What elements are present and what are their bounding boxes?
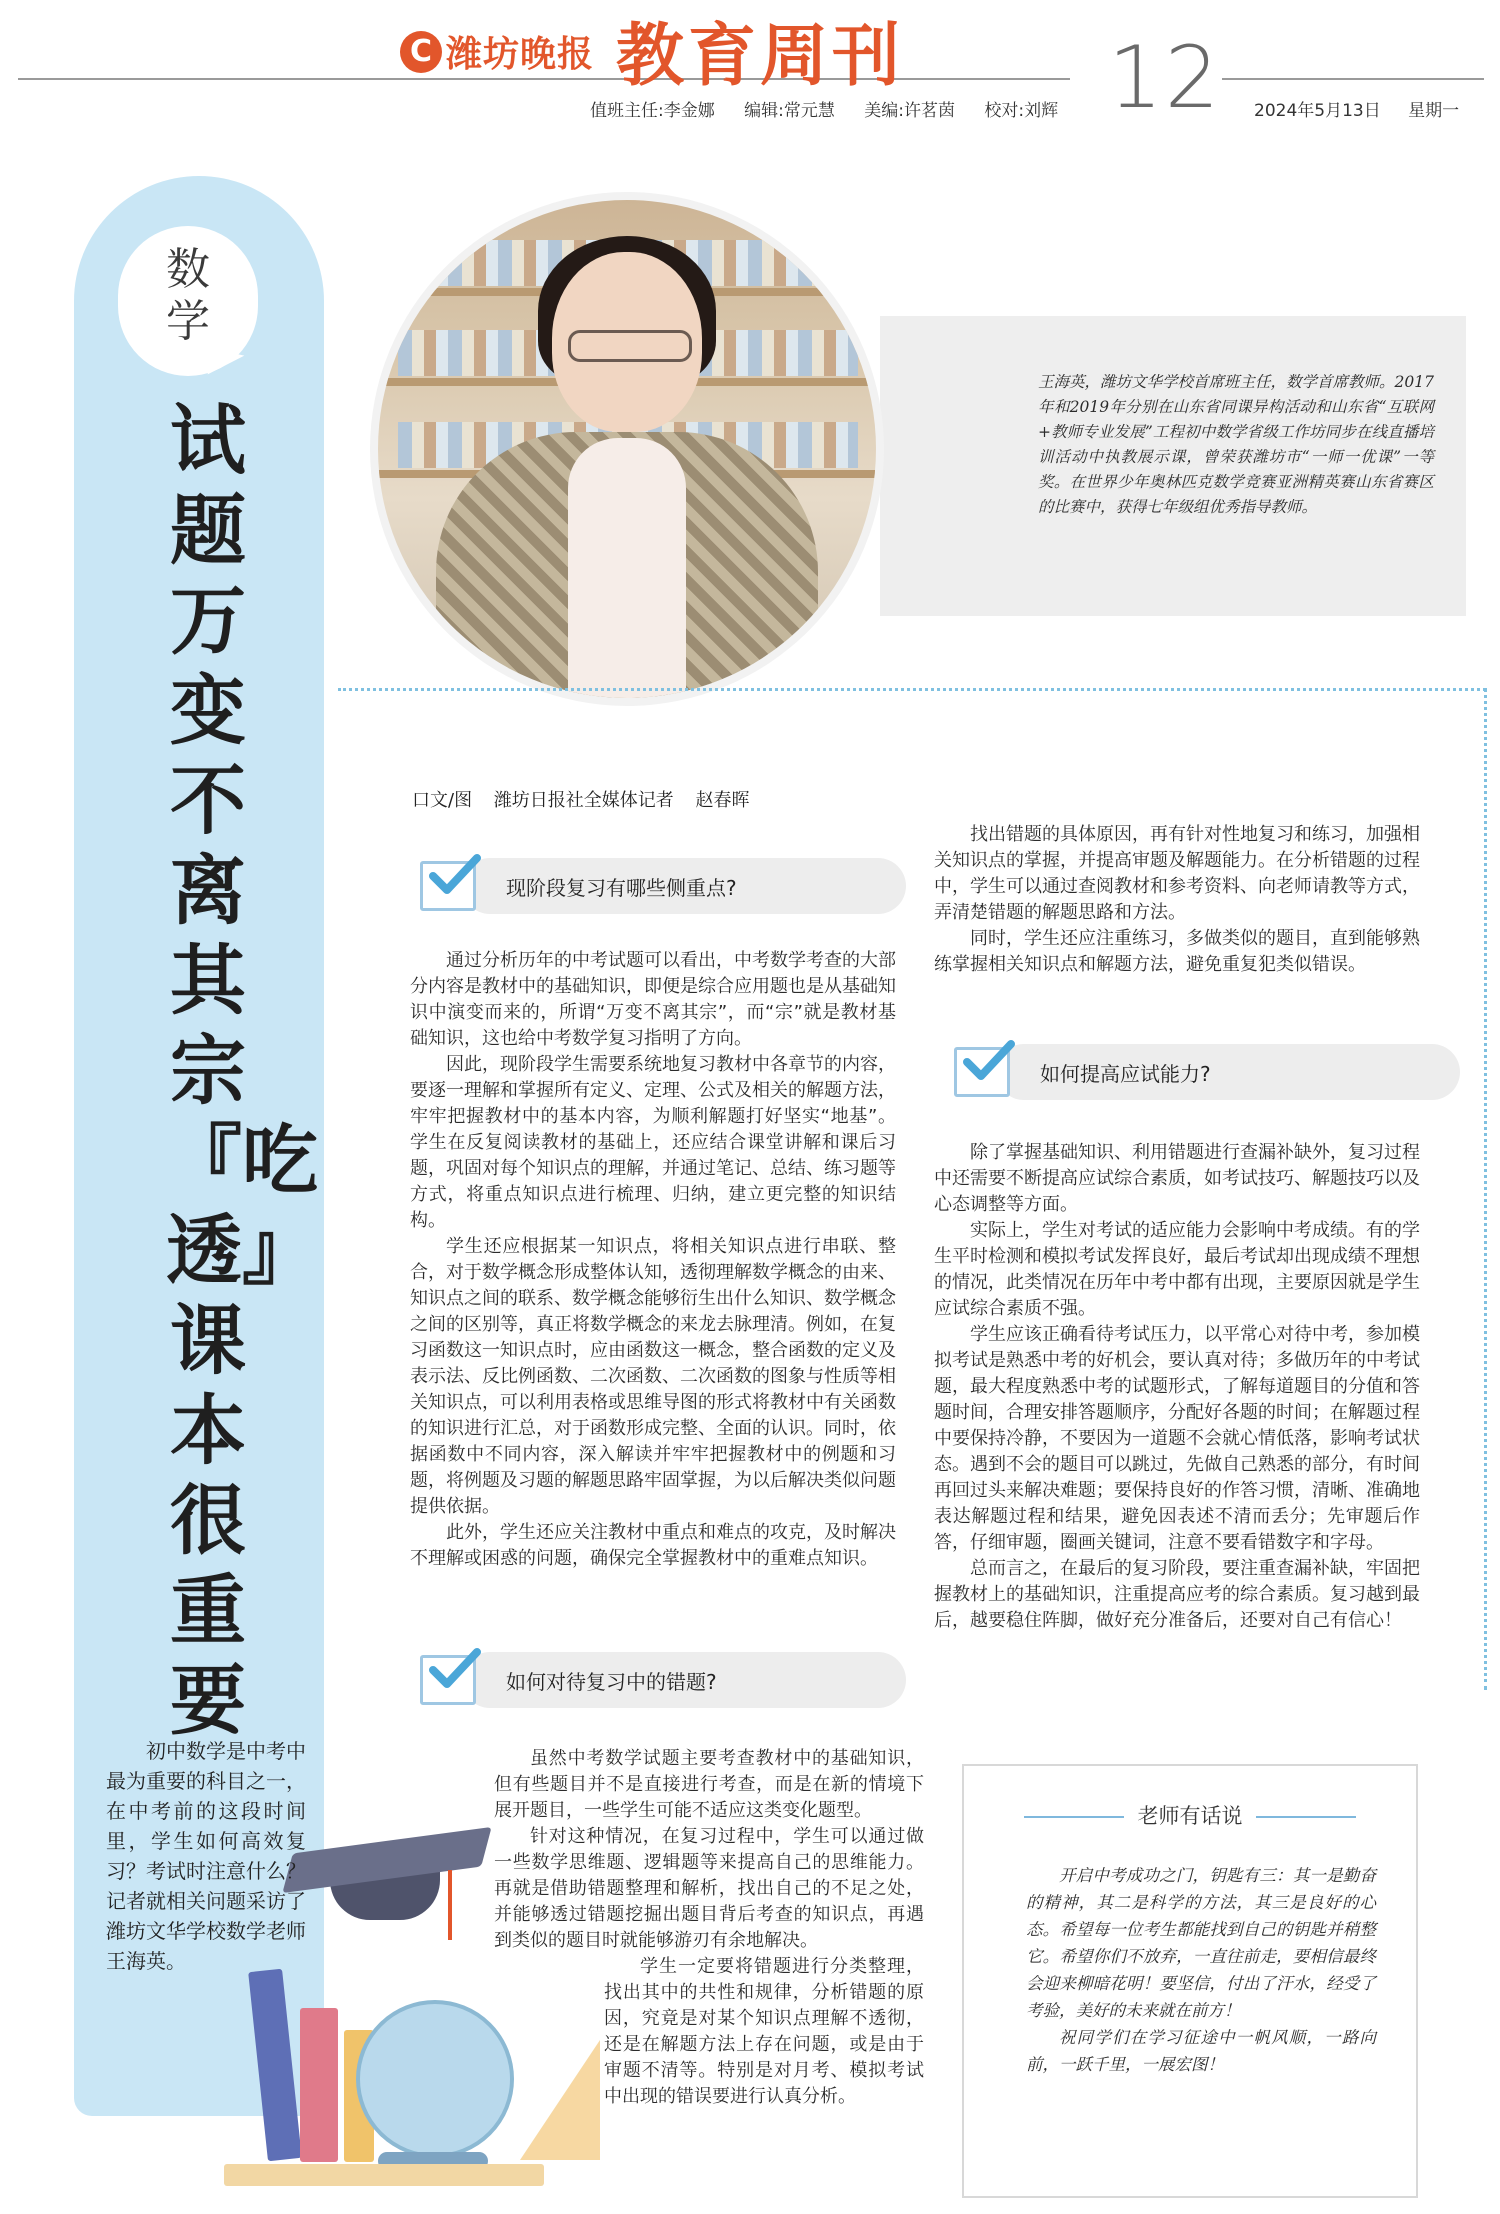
masthead-rule-left xyxy=(18,78,1070,80)
newspaper-logo xyxy=(400,26,594,77)
section-heading-pill xyxy=(462,1652,906,1708)
paragraph: 学生应该正确看待考试压力，以平常心对待中考，参加模拟考试是熟悉中考的好机会，要认真对待；多做历年的中考试题，最大程度熟悉中考的试题形式，了解每道题目的分值和答题时间，合理安排答题顺序，分配好各题的时间；在解题过程中要保持冷静，不要因为一道题不会就心情低落，影响考试状态。遇到不会的题目可以跳过，先做自己熟悉的部分，有时间再回过头来解决难题；要保持良好的作答习惯，清晰、准确地表达解题过程和结果，避免因表述不清而丢分；先审题后作答，仔细审题，圈画关键词，注意不要看错数字和字母。 xyxy=(934,1324,1420,1553)
cap-tassel xyxy=(448,1870,452,1940)
byline-label: 口文/图 xyxy=(412,790,473,811)
paragraph: 通过分析历年的中考试题可以看出，中考数学考查的大部分内容是教材中的基础知识，即便是综合应用题也是从基础知识中演变而来的，所谓“万变不离其宗”，而“宗”就是教材基础知识，这也给中考数学复习指明了方向。 xyxy=(410,950,896,1049)
staff-proofreader: 校对:刘辉 xyxy=(984,101,1059,121)
logo-text: 潍坊晚报 xyxy=(446,33,595,75)
paragraph: 实际上，学生对考试的适应能力会影响中考成绩。有的学生平时检测和模拟考试发挥良好，最后考试却出现成绩不理想的情况，此类情况在历年中考中都有出现，主要原因就是学生应试综合素质不强。 xyxy=(934,1220,1420,1319)
masthead-rule-right xyxy=(1222,78,1484,80)
teacher-blouse xyxy=(568,438,686,698)
quote-paragraph: 祝同学们在学习征途中一帆风顺，一路向前，一跃千里，一展宏图！ xyxy=(1026,2028,1376,2074)
checkbox-icon xyxy=(420,861,476,911)
subject-label: 数学 xyxy=(166,244,210,347)
intro-text: 初中数学是中考中最为重要的科目之一，在中考前的这段时间里，学生如何高效复习？考试时注意什么？记者就相关问题采访了潍坊文华学校数学老师王海英。 xyxy=(106,1739,306,1973)
paragraph: 针对这种情况，在复习过程中，学生可以通过做一些数学思维题、逻辑题等来提高自己的思维能力。再就是借助错题整理和解析，找出自己的不足之处，并能够透过错题挖掘出题目背后考查的知识点，再遇到类似的题目时就能够游刃有余地解决。 xyxy=(494,1826,924,1951)
byline-org: 潍坊日报社全媒体记者 xyxy=(493,790,674,811)
book-illustration xyxy=(300,2008,338,2162)
quote-text xyxy=(1026,1862,1376,2078)
section-heading-text: 如何对待复习中的错题? xyxy=(506,1669,717,1694)
staff-credits xyxy=(590,96,1082,121)
issue-date xyxy=(1254,96,1481,121)
section-heading-text: 现阶段复习有哪些侧重点? xyxy=(506,875,737,900)
quote-paragraph: 开启中考成功之门，钥匙有三：其一是勤奋的精神，其二是科学的方法，其三是良好的心态。希望每一位考生都能找到自己的钥匙并稍整它。希望你们不放弃，一直往前走，要相信最终会迎来柳暗花明！要坚信，付出了汗水，经受了考验，美好的未来就在前方！ xyxy=(1026,1866,1376,2020)
paragraph: 总而言之，在最后的复习阶段，要注重查漏补缺，牢固把握教材上的基础知识，注重提高应考的综合素质。复习越到最后，越要稳住阵脚，做好充分准备后，还要对自己有信心！ xyxy=(934,1558,1420,1631)
byline-name: 赵春晖 xyxy=(695,790,750,811)
paragraph: 学生一定要将错题进行分类整理，找出其中的共性和规律，分析错题的原因，究竟是对某个知识点理解不透彻，还是在解题方法上存在问题，或是由于审题不清等。特别是对月考、模拟考试中出现的错误要进行认真分析。 xyxy=(604,1956,924,2107)
byline xyxy=(412,786,766,812)
paragraph: 虽然中考数学试题主要考查教材中的基础知识，但有些题目并不是直接进行考查，而是在新的情境下展开题目，一些学生可能不适应这类变化题型。 xyxy=(494,1748,924,1821)
issue-date-text: 2024年5月13日 xyxy=(1254,101,1381,121)
teacher-photo xyxy=(378,200,876,698)
teacher-bio: 王海英，潍坊文华学校首席班主任，数学首席教师。2017年和2019年分别在山东省同课异构活动和山东省“互联网+教师专业发展”工程初中数学省级工作坊同步在线直播培训活动中执教展示课，曾荣获潍坊市“一师一优课”一等奖。在世界少年奥林匹克数学竞赛亚洲精英赛山东省赛区的比赛中，获得七年级组优秀指导教师。 xyxy=(1038,373,1434,516)
teacher-quote-box xyxy=(962,1764,1418,2198)
paragraph: 除了掌握基础知识、利用错题进行查漏补缺外，复习过程中还需要不断提高应试综合素质，如考试技巧、解题技巧以及心态调整等方面。 xyxy=(934,1142,1420,1215)
staff-designer: 美编:许茗茵 xyxy=(864,101,956,121)
section-body xyxy=(494,1746,924,2110)
article-intro xyxy=(106,1736,306,1976)
section-heading-pill xyxy=(996,1044,1460,1100)
dotted-divider-top xyxy=(338,688,1486,691)
paragraph: 找出错题的具体原因，再有针对性地复习和练习，加强相关知识点的掌握，并提高审题及解题能力。在分析错题的过程中，学生可以通过查阅教材和参考资料、向老师请教等方式，弄清楚错题的解题思路和方法。 xyxy=(934,824,1420,923)
article-headline: 试题万变不离其宗『吃透』课本很重要 xyxy=(166,396,318,1745)
staff-duty: 值班主任:李金娜 xyxy=(590,101,715,121)
glasses-icon xyxy=(568,330,692,362)
issue-weekday: 星期一 xyxy=(1408,101,1460,121)
section-title: 教育周刊 xyxy=(616,16,905,96)
section-heading-text: 如何提高应试能力? xyxy=(1040,1061,1211,1086)
section-body xyxy=(410,948,896,1572)
section-body xyxy=(934,1140,1420,1634)
paragraph: 因此，现阶段学生需要系统地复习教材中各章节的内容，要逐一理解和掌握所有定义、定理、公式及相关的解题方法，牢牢把握教材中的基本内容，为顺利解题打好坚实“地基”。学生在反复阅读教材的基础上，还应结合课堂讲解和课后习题，巩固对每个知识点的理解，并通过笔记、总结、练习题等方式，将重点知识点进行梳理、归纳，建立更完整的知识结构。 xyxy=(410,1054,896,1231)
quote-title: 老师有话说 xyxy=(1137,1804,1243,1828)
logo-mark-icon: C xyxy=(400,31,442,73)
section-body-continued xyxy=(934,822,1420,978)
section-heading xyxy=(420,1652,906,1708)
globe-illustration xyxy=(356,2000,514,2158)
dotted-divider-right xyxy=(1484,688,1487,1690)
section-heading-pill xyxy=(462,858,906,914)
section-heading xyxy=(420,858,906,914)
checkbox-icon xyxy=(420,1655,476,1705)
paragraph: 同时，学生还应注重练习，多做类似的题目，直到能够熟练掌握相关知识点和解题方法，避免重复犯类似错误。 xyxy=(934,928,1420,975)
paragraph: 学生还应根据某一知识点，将相关知识点进行串联、整合，对于数学概念形成整体认知，透彻理解数学概念的由来、知识点之间的联系、数学概念能够衍生出什么知识、数学概念之间的区别等，真正将数学概念的来龙去脉理清。例如，在复习函数这一知识点时，应由函数这一概念，整合函数的定义及表示法、反比例函数、二次函数、二次函数的图象与性质等相关知识点，可以利用表格或思维导图的形式将教材中有关函数的知识进行汇总，对于函数形成完整、全面的认识。同时，依据函数中不同内容，深入解读并牢牢把握教材中的例题和习题，将例题及习题的解题思路牢固掌握，为以后解决类似问题提供依据。 xyxy=(410,1236,896,1517)
ruler-illustration xyxy=(224,2164,544,2186)
paragraph: 此外，学生还应关注教材中重点和难点的攻克，及时解决不理解或困惑的问题，确保完全掌握教材中的重难点知识。 xyxy=(410,1522,896,1569)
staff-editor: 编辑:常元慧 xyxy=(744,101,835,121)
checkbox-icon xyxy=(954,1047,1010,1097)
page-number: 12 xyxy=(1108,28,1222,128)
section-heading xyxy=(954,1044,1460,1100)
